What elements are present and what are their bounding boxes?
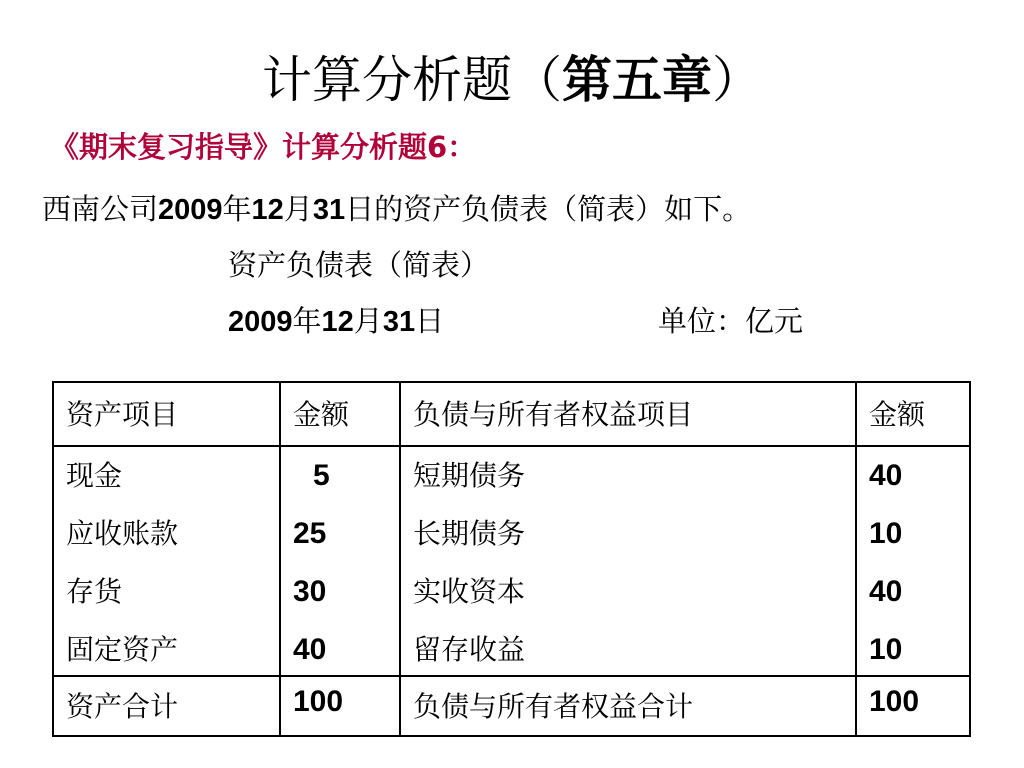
asset-amount: 5 bbox=[313, 459, 330, 492]
date-month: 12 bbox=[321, 306, 354, 338]
liability-name: 留存收益 bbox=[413, 633, 526, 666]
asset-amounts-cell bbox=[280, 446, 400, 676]
header-asset-amount: 金额 bbox=[280, 382, 400, 446]
header-liability-amount: 金额 bbox=[856, 382, 970, 446]
asset-name: 现金 bbox=[66, 459, 123, 492]
intro-month-char: 月 bbox=[283, 192, 313, 226]
date-year-char: 年 bbox=[292, 304, 322, 338]
date-day-char: 日 bbox=[415, 304, 445, 338]
title-close: ） bbox=[712, 51, 762, 109]
balance-sheet-table bbox=[52, 381, 971, 737]
title-chapter: 第五章 bbox=[562, 50, 712, 109]
asset-name: 存货 bbox=[66, 575, 123, 608]
table-total-row bbox=[53, 676, 970, 736]
intro-day: 31 bbox=[312, 194, 346, 226]
table-title: 资产负债表（简表） bbox=[228, 248, 490, 282]
date-month-char: 月 bbox=[353, 304, 383, 338]
title-main: 计算分析题（ bbox=[262, 51, 562, 109]
total-assets-label: 资产合计 bbox=[53, 676, 280, 736]
asset-name: 固定资产 bbox=[66, 633, 179, 666]
total-liabilities-amount: 100 bbox=[856, 676, 970, 736]
liability-amounts-cell bbox=[856, 446, 970, 676]
subtitle: 《期末复习指导》计算分析题6： bbox=[50, 130, 477, 164]
intro-year: 2009 bbox=[158, 194, 223, 226]
asset-names-cell bbox=[53, 446, 280, 676]
intro-year-char: 年 bbox=[222, 192, 252, 226]
intro-rest: 日的资产负债表（简表）如下。 bbox=[345, 192, 752, 226]
liability-name: 长期债务 bbox=[413, 517, 526, 550]
table-date-line bbox=[228, 302, 804, 341]
header-liability-item: 负债与所有者权益项目 bbox=[400, 382, 856, 446]
liability-amount: 40 bbox=[869, 459, 903, 492]
total-assets-amount: 100 bbox=[280, 676, 400, 736]
date-year: 2009 bbox=[228, 306, 293, 338]
liability-amount: 10 bbox=[869, 517, 903, 550]
header-asset-item: 资产项目 bbox=[53, 382, 280, 446]
total-liabilities-label: 负债与所有者权益合计 bbox=[400, 676, 856, 736]
intro-sentence bbox=[42, 190, 751, 229]
liability-name: 短期债务 bbox=[413, 459, 526, 492]
liability-names-cell bbox=[400, 446, 856, 676]
table-header-row bbox=[53, 382, 970, 446]
liability-amount: 40 bbox=[869, 575, 903, 608]
asset-amount: 40 bbox=[293, 633, 327, 666]
asset-amount: 25 bbox=[293, 517, 327, 550]
intro-month: 12 bbox=[251, 194, 284, 226]
liability-name: 实收资本 bbox=[413, 575, 526, 608]
asset-amount-row bbox=[293, 457, 387, 515]
unit-label: 单位：亿元 bbox=[658, 304, 804, 338]
asset-name: 应收账款 bbox=[66, 517, 179, 550]
asset-amount: 30 bbox=[293, 575, 327, 608]
table-body-row bbox=[53, 446, 970, 676]
date-day: 31 bbox=[382, 306, 416, 338]
slide-title bbox=[0, 50, 1024, 110]
intro-company: 西南公司 bbox=[42, 192, 159, 226]
liability-amount: 10 bbox=[869, 633, 903, 666]
